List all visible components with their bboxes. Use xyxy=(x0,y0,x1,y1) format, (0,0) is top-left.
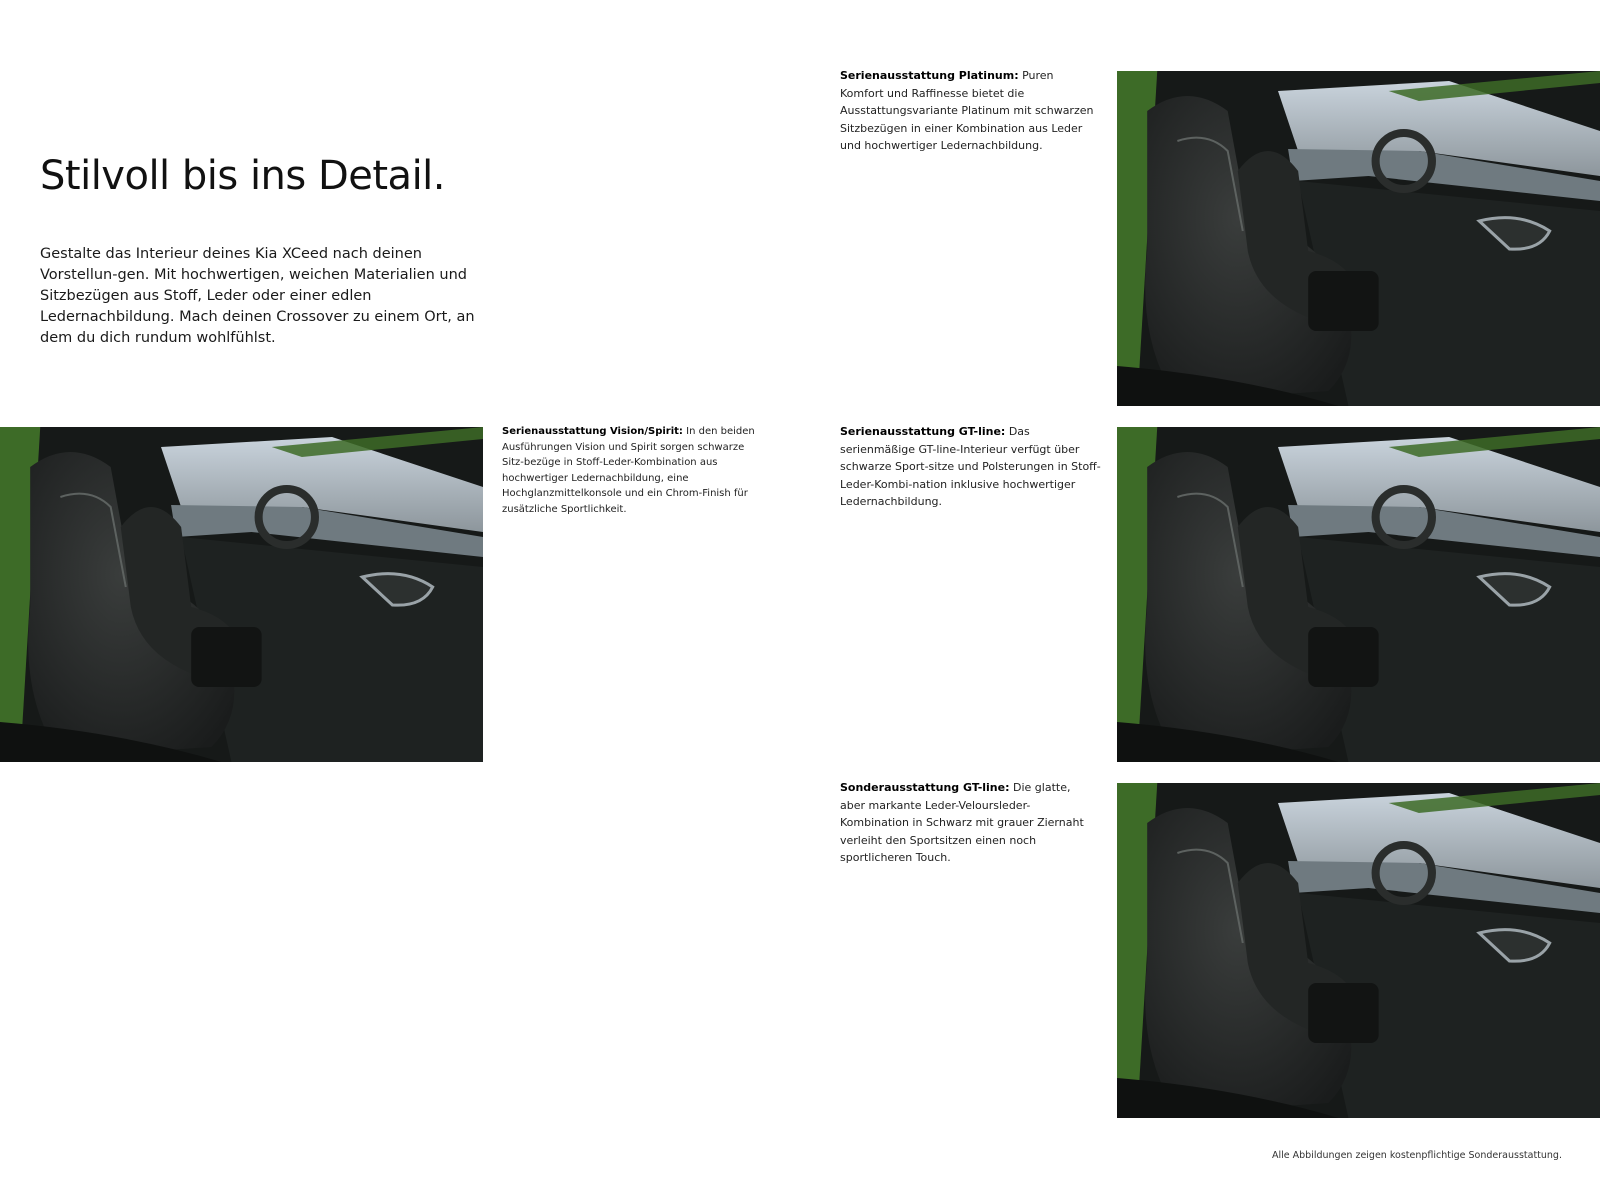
caption-platinum xyxy=(840,67,1095,155)
caption-gt-line xyxy=(840,423,1102,511)
gt-line-interior-image xyxy=(1117,427,1600,762)
footnote: Alle Abbildungen zeigen kostenpflichtige Sonderausstattung. xyxy=(1271,1150,1562,1161)
caption-platinum-title: Serienausstattung Platinum: xyxy=(840,69,1019,82)
caption-gt-line-special-title: Sonderausstattung GT-line: xyxy=(840,781,1010,794)
caption-gt-line-title: Serienausstattung GT-line: xyxy=(840,425,1006,438)
caption-platinum-text: Puren Komfort und Raffinesse bietet die Ausstattungsvariante Platinum mit schwarzen Sitzbezügen in einer Kombination aus Leder und hochwertiger Ledernachbildung. xyxy=(840,69,1094,152)
vision-spirit-interior-image xyxy=(0,427,483,762)
intro-paragraph: Gestalte das Interieur deines Kia XCeed nach deinen Vorstellun-gen. Mit hochwertigen, weichen Materialien und Sitzbezügen aus Stoff, Leder oder einer edlen Ledernachbildung. Mach deinen Crossover zu einem Ort, an dem du dich rundum wohlfühlst. xyxy=(40,246,475,346)
car-interior-illustration xyxy=(1117,71,1600,406)
caption-gt-line-special-text: Die glatte, aber markante Leder-Veloursleder-Kombination in Schwarz mit grauer Ziernaht verleiht den Sportsitzen einen noch sportlicheren Touch. xyxy=(840,781,1084,864)
caption-vision-spirit-text: In den beiden Ausführungen Vision und Spirit sorgen schwarze Sitz-bezüge in Stoff-Leder-Kombination aus hochwertiger Ledernachbildung, eine Hochglanzmittelkonsole und ein Chrom-Finish für zusätzliche Sportlichkeit. xyxy=(502,426,755,515)
caption-gt-line-special xyxy=(840,779,1090,867)
page-title: Stilvoll bis ins Detail. xyxy=(40,153,446,199)
car-interior-illustration xyxy=(1117,783,1600,1118)
caption-vision-spirit xyxy=(502,424,762,517)
gt-line-special-interior-image xyxy=(1117,783,1600,1118)
platinum-interior-image xyxy=(1117,71,1600,406)
car-interior-illustration xyxy=(1117,427,1600,762)
caption-vision-spirit-title: Serienausstattung Vision/Spirit: xyxy=(502,426,683,437)
car-interior-illustration xyxy=(0,427,483,762)
caption-gt-line-text: Das serienmäßige GT-line-Interieur verfügt über schwarze Sport-sitze und Polsterungen in Stoff-Leder-Kombi-nation inklusive hochwertiger Ledernachbildung. xyxy=(840,425,1101,508)
